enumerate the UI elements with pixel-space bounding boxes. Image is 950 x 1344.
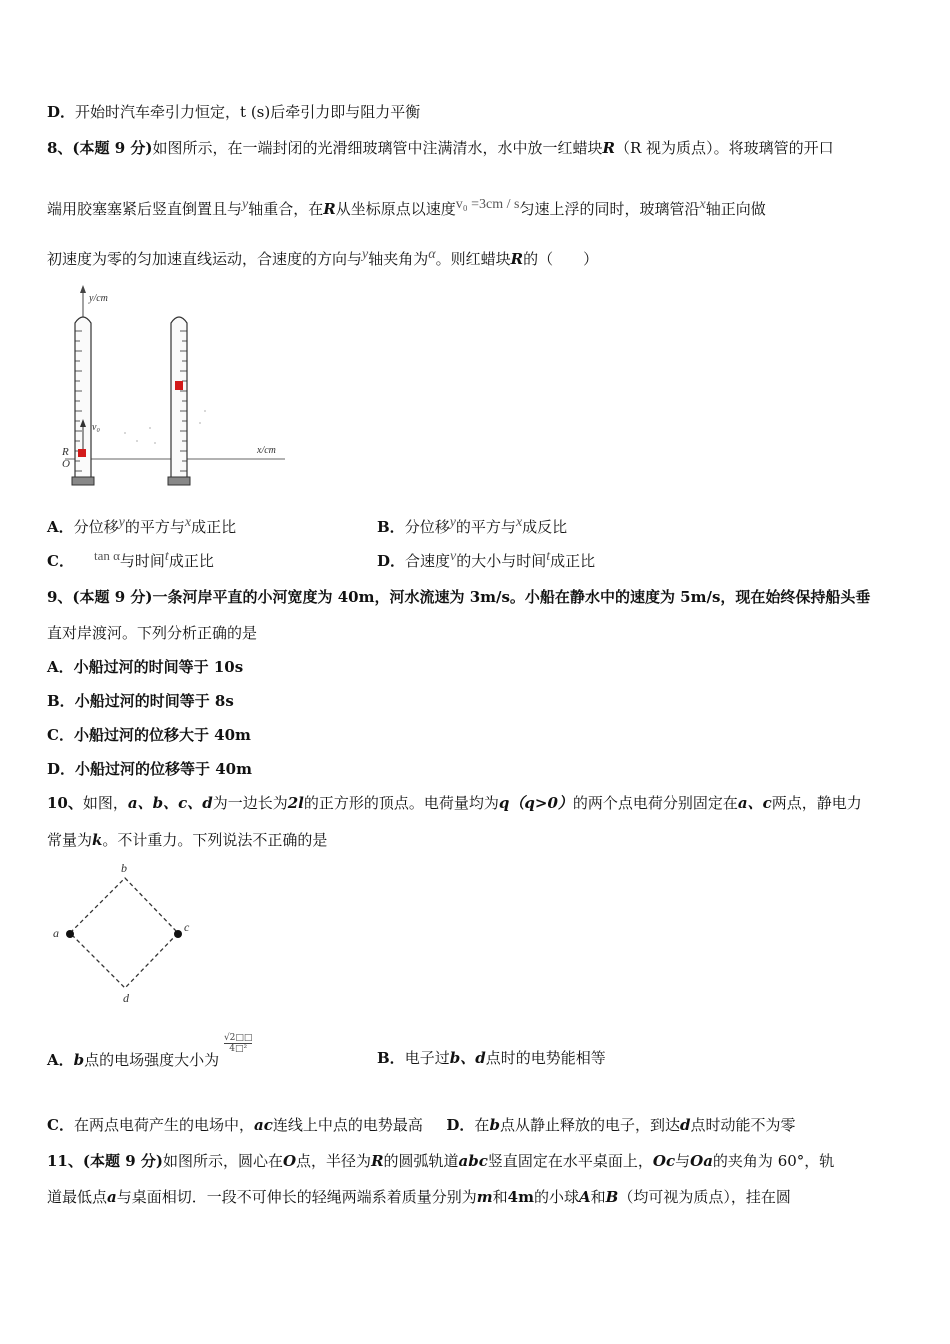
var-4m: 4m	[507, 1188, 534, 1206]
option-label: C．	[47, 552, 74, 570]
y-axis-arrow	[80, 285, 86, 293]
stem-text: 道最低点	[47, 1188, 108, 1206]
red-wax-block-later	[175, 381, 183, 390]
ball-B: B	[605, 1188, 619, 1206]
tan-alpha: tan α	[93, 548, 120, 563]
q9-option-c	[47, 724, 251, 745]
segment-Oc: Oc	[652, 1152, 676, 1170]
q10-stem-line-1	[47, 792, 862, 813]
stem-text: （均可视为质点），挂在圆	[618, 1188, 791, 1206]
trajectory-dots	[124, 410, 206, 444]
glass-tube-1	[61, 317, 100, 485]
q8-stem-line-3	[47, 248, 598, 269]
stem-text: 与	[675, 1152, 691, 1170]
R-label: R	[62, 446, 69, 458]
stem-text: 的（ ）	[523, 250, 599, 268]
vertices: a、b、c、d	[127, 794, 213, 812]
option-label: B．	[377, 518, 405, 536]
option-label: A．	[47, 658, 74, 676]
stem-text: 轴夹角为	[368, 250, 429, 268]
q9-stem-line-1: 9、(本题 9 分)一条河岸平直的小河宽度为 40m，河水流速为 3m/s。小船在静水中的速度为 5m/s，现在始终保持船头垂	[47, 588, 871, 606]
segment-ac: ac	[253, 1116, 273, 1134]
question-number: 8、(本题 9 分)	[47, 139, 153, 157]
option-text: 分位移	[404, 518, 450, 536]
stem-text: 的正方形的顶点。电荷量均为	[303, 794, 499, 812]
stem-text: 竖直固定在水平桌面上，	[487, 1152, 653, 1170]
var-R: R	[602, 139, 615, 157]
stem-text: 和	[590, 1188, 606, 1206]
stem-text: 点，半径为	[296, 1152, 372, 1170]
stem-text: 轴正向做	[705, 200, 766, 218]
option-text: 点的电场强度大小为	[84, 1051, 220, 1069]
q9-option-a	[47, 656, 243, 677]
O-label: O	[62, 458, 70, 470]
q8-stem-line-1	[47, 137, 834, 158]
red-wax-block-start	[78, 449, 86, 457]
stem-text: 如图所示，在一端封闭的光滑细玻璃管中注满清水，水中放一红蜡块	[152, 139, 603, 157]
var-d: d	[679, 1116, 691, 1134]
fraction-denominator: 4□²	[229, 1044, 248, 1054]
option-label: D．	[446, 1116, 475, 1134]
v0-label: v₀	[92, 422, 100, 433]
vertex-b-label: b	[121, 861, 127, 875]
option-text: 点时动能不为零	[690, 1116, 796, 1134]
option-text: 的平方与	[455, 518, 516, 536]
option-text: 与时间	[119, 552, 165, 570]
vertex-c-label: c	[184, 920, 190, 934]
option-text: 电子过	[404, 1049, 450, 1067]
stem-text: 的圆弧轨道	[383, 1152, 459, 1170]
arc-abc: abc	[458, 1152, 488, 1170]
question-number: 11、(本题 9 分)	[47, 1152, 163, 1170]
var-y: y	[362, 247, 369, 262]
stem-text: 如图，	[82, 794, 128, 812]
q8-stem-line-2	[47, 198, 766, 219]
q9-stem-line-2: 直对岸渡河。下列分析正确的是	[47, 624, 258, 642]
y-axis-label: y/cm	[89, 293, 108, 304]
option-text: 的平方与	[124, 518, 185, 536]
option-text: 分位移	[73, 518, 119, 536]
points-ac: a、c	[737, 794, 772, 812]
option-text: 点从静止释放的电子，到达	[499, 1116, 680, 1134]
var-t: t	[164, 549, 169, 564]
stem-text: 常量为	[47, 831, 93, 849]
var-y: y	[449, 515, 456, 530]
stem-text: 匀速上浮的同时，玻璃管沿	[519, 200, 700, 218]
var-v: v	[450, 549, 457, 564]
q10-option-b	[377, 1047, 606, 1068]
option-text: 开始时汽车牵引力恒定，t (s)后牵引力即与阻力平衡	[75, 103, 421, 121]
option-text: 小船过河的位移大于 40m	[73, 726, 251, 744]
stem-text: 。不计重力。下列说法不正确的是	[102, 831, 328, 849]
q10-option-a	[47, 1033, 253, 1070]
option-text: 在两点电荷产生的电场中，	[73, 1116, 254, 1134]
var-y: y	[118, 515, 125, 530]
velocity-formula: v₀ =3cm / s	[455, 197, 520, 212]
stem-text: 为一边长为	[212, 794, 288, 812]
q8-option-a	[47, 516, 236, 537]
stem-text: 的两个点电荷分别固定在	[572, 794, 738, 812]
var-y: y	[242, 197, 249, 212]
segment-Oa: Oa	[690, 1152, 713, 1170]
points-bd: b、d	[449, 1049, 486, 1067]
stem-text: 和	[492, 1188, 508, 1206]
option-text: 点时的电势能相等	[485, 1049, 606, 1067]
vertex-a-label: a	[53, 926, 59, 940]
var-R: R	[323, 200, 336, 218]
q9-option-b	[47, 690, 234, 711]
option-label: A．	[47, 1051, 74, 1069]
var-k: k	[92, 831, 103, 849]
var-a: a	[107, 1188, 117, 1206]
var-x: x	[184, 515, 192, 530]
stem-text: 端用胶塞塞紧后竖直倒置且与	[47, 200, 243, 218]
stem-text: （R 视为质点）。将玻璃管的开口	[615, 139, 834, 157]
var-alpha: α	[428, 247, 436, 262]
var-t: t	[546, 549, 551, 564]
q10-option-c-d	[47, 1114, 795, 1135]
q10-square-figure	[45, 858, 205, 1008]
stem-text: 从坐标原点以速度	[335, 200, 456, 218]
option-label: D．	[377, 552, 406, 570]
q10-stem-line-2	[47, 829, 327, 850]
fraction-numerator: √2□□	[223, 1033, 253, 1043]
q9-option-d	[47, 758, 252, 779]
option-text: 小船过河的时间等于 8s	[74, 692, 234, 710]
option-text: 在	[474, 1116, 490, 1134]
q7-option-d	[47, 101, 420, 122]
field-strength-fraction	[224, 1033, 252, 1054]
q8-tube-figure	[55, 283, 295, 493]
option-label: B．	[47, 692, 75, 710]
option-text: 成正比	[168, 552, 214, 570]
vertex-d-label: d	[123, 991, 129, 1005]
var-x: x	[699, 197, 706, 212]
charge-a	[66, 930, 74, 938]
side-length: 2l	[287, 794, 304, 812]
option-text: 成反比	[522, 518, 568, 536]
q8-option-b	[377, 516, 567, 537]
var-O: O	[282, 1152, 297, 1170]
option-label: D．	[47, 103, 76, 121]
stem-text: 初速度为零的匀加速直线运动，合速度的方向与	[47, 250, 363, 268]
option-text: 成正比	[550, 552, 596, 570]
q8-option-d	[377, 550, 595, 571]
option-label: B．	[377, 1049, 405, 1067]
option-text: 合速度	[405, 552, 451, 570]
option-text: 小船过河的时间等于 10s	[73, 658, 244, 676]
stem-text: 与桌面相切．一段不可伸长的轻绳两端系着质量分别为	[116, 1188, 477, 1206]
ball-A: A	[578, 1188, 591, 1206]
option-text: 的大小与时间	[456, 552, 547, 570]
q8-option-c	[47, 550, 214, 571]
glass-tube-2	[168, 317, 190, 485]
dashed-square	[70, 878, 178, 988]
q11-stem-line-1	[47, 1150, 834, 1171]
stem-text: 的夹角为 60°，轨	[712, 1152, 835, 1170]
stem-text: 两点，静电力	[771, 794, 862, 812]
charge-c	[174, 930, 182, 938]
var-x: x	[515, 515, 523, 530]
option-text: 成正比	[191, 518, 237, 536]
stem-text: 。则红蜡块	[435, 250, 511, 268]
option-label: A．	[47, 518, 74, 536]
stem-text: 如图所示，圆心在	[162, 1152, 283, 1170]
var-R: R	[510, 250, 524, 268]
charge: q（q>0）	[498, 794, 573, 812]
option-text: 连线上中点的电势最高	[272, 1116, 423, 1134]
stem-text: 轴重合，在	[248, 200, 324, 218]
var-b: b	[489, 1116, 500, 1134]
x-axis-label: x/cm	[257, 445, 276, 456]
var-R: R	[371, 1152, 384, 1170]
option-label: C．	[47, 726, 74, 744]
option-label: D．	[47, 760, 76, 778]
option-text: 小船过河的位移等于 40m	[75, 760, 252, 778]
stem-text: 的小球	[533, 1188, 579, 1206]
var-m: m	[476, 1188, 493, 1206]
var-b: b	[73, 1051, 85, 1069]
question-number: 10、	[47, 794, 83, 812]
q11-stem-line-2	[47, 1186, 791, 1207]
option-label: C．	[47, 1116, 74, 1134]
